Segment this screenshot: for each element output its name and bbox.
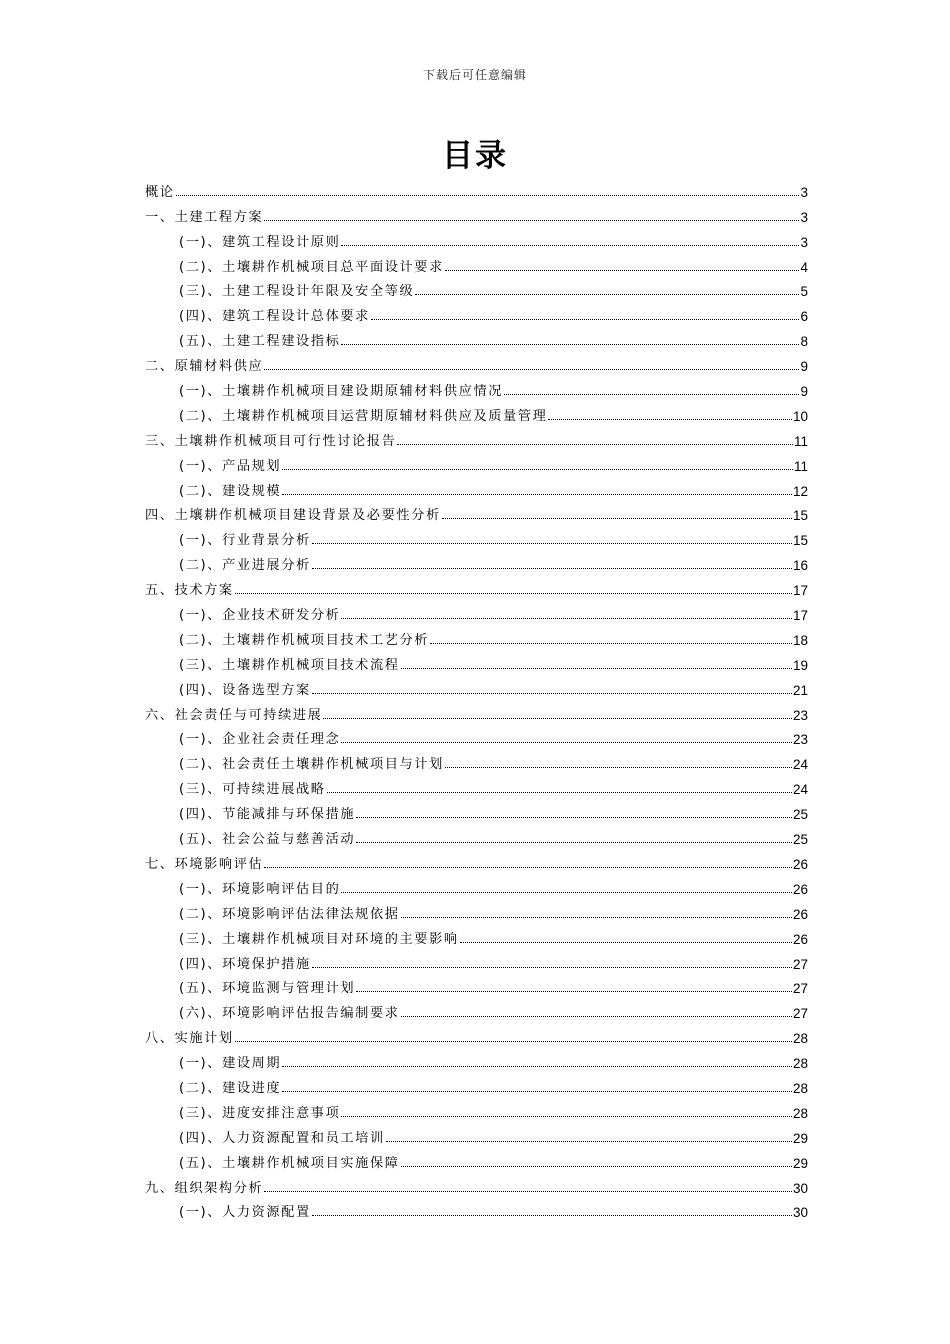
toc-subentry[interactable]	[145, 1046, 808, 1071]
toc-dot-leader	[264, 1191, 792, 1192]
toc-dot-leader	[445, 270, 800, 271]
toc-page-number: 29	[792, 1155, 808, 1171]
toc-dot-leader	[341, 344, 799, 345]
toc-dot-leader	[176, 195, 800, 196]
toc-entry-text: (一)、企业技术研发分析	[179, 608, 341, 624]
toc-dot-leader	[282, 494, 792, 495]
toc-dot-leader	[401, 917, 792, 918]
toc-entry[interactable]	[145, 1171, 808, 1196]
toc-entry[interactable]	[145, 349, 808, 374]
toc-page-number: 26	[792, 881, 808, 897]
toc-dot-leader	[341, 245, 799, 246]
toc-page-number: 26	[792, 931, 808, 947]
toc-subentry[interactable]	[145, 299, 808, 324]
toc-dot-leader	[356, 842, 792, 843]
toc-subentry[interactable]	[145, 822, 808, 847]
toc-entry-text: (四)、节能减排与环保措施	[179, 807, 356, 823]
toc-entry-text: (一)、产品规划	[179, 458, 282, 474]
toc-subentry[interactable]	[145, 474, 808, 499]
toc-page-number: 16	[792, 558, 808, 574]
toc-entry-text: (一)、环境影响评估目的	[179, 881, 341, 897]
toc-subentry[interactable]	[145, 947, 808, 972]
toc-page-number: 12	[792, 483, 808, 499]
toc-entry-text: (二)、产业进展分析	[179, 558, 311, 574]
toc-entry[interactable]	[145, 200, 808, 225]
toc-entry-text: (四)、人力资源配置和员工培训	[179, 1130, 385, 1146]
toc-entry-text: (二)、建设规模	[179, 483, 282, 499]
toc-page-number: 26	[792, 906, 808, 922]
toc-subentry[interactable]	[145, 872, 808, 897]
toc-entry-text: (一)、建筑工程设计原则	[179, 234, 341, 250]
toc-dot-leader	[312, 693, 792, 694]
page-header: 下载后可任意编辑	[422, 68, 527, 82]
toc-subentry[interactable]	[145, 1096, 808, 1121]
toc-page-number: 27	[792, 981, 808, 997]
toc-entry-text: (三)、可持续进展战略	[179, 782, 326, 798]
toc-entry-text: 五、技术方案	[145, 583, 234, 599]
toc-subentry[interactable]	[145, 797, 808, 822]
toc-dot-leader	[356, 991, 792, 992]
toc-page-number: 28	[792, 1056, 808, 1072]
toc-entry-text: (三)、土建工程设计年限及安全等级	[179, 284, 415, 300]
toc-subentry[interactable]	[145, 897, 808, 922]
toc-dot-leader	[235, 593, 792, 594]
toc-page-number: 23	[792, 732, 808, 748]
toc-entry-text: 二、原辅材料供应	[145, 359, 264, 375]
toc-page-number: 18	[792, 632, 808, 648]
toc-dot-leader	[397, 444, 793, 445]
toc-page-number: 28	[792, 1105, 808, 1121]
toc-entry[interactable]	[145, 175, 808, 200]
toc-entry[interactable]	[145, 847, 808, 872]
toc-entry-text: 三、土壤耕作机械项目可行性讨论报告	[145, 433, 397, 449]
toc-subentry[interactable]	[145, 922, 808, 947]
toc-page-number: 29	[792, 1130, 808, 1146]
toc-entry-text: 八、实施计划	[145, 1031, 234, 1047]
toc-page-number: 5	[800, 284, 808, 300]
toc-subentry[interactable]	[145, 648, 808, 673]
toc-entry-text: 四、土壤耕作机械项目建设背景及必要性分析	[145, 508, 441, 524]
toc-entry-text: (五)、社会公益与慈善活动	[179, 832, 356, 848]
toc-page-number: 19	[792, 657, 808, 673]
toc-entry[interactable]	[145, 1021, 808, 1046]
toc-page-number: 30	[792, 1205, 808, 1221]
toc-subentry[interactable]	[145, 1146, 808, 1171]
toc-subentry[interactable]	[145, 996, 808, 1021]
toc-dot-leader	[401, 1166, 792, 1167]
toc-entry-text: (四)、环境保护措施	[179, 956, 311, 972]
toc-entry-text: (二)、土壤耕作机械项目运营期原辅材料供应及质量管理	[179, 408, 548, 424]
toc-subentry[interactable]	[145, 250, 808, 275]
toc-dot-leader	[401, 1016, 792, 1017]
toc-dot-leader	[282, 1091, 792, 1092]
toc-subentry[interactable]	[145, 324, 808, 349]
toc-page-number: 24	[792, 757, 808, 773]
toc-entry-text: (六)、环境影响评估报告编制要求	[179, 1006, 400, 1022]
toc-entry-text: (二)、土壤耕作机械项目技术工艺分析	[179, 632, 430, 648]
toc-dot-leader	[356, 817, 792, 818]
toc-dot-leader	[341, 892, 792, 893]
toc-page-number: 17	[792, 583, 808, 599]
toc-entry-text: (二)、环境影响评估法律法规依据	[179, 906, 400, 922]
toc-page-number: 9	[800, 384, 808, 400]
toc-page-number: 10	[792, 408, 808, 424]
toc-subentry[interactable]	[145, 399, 808, 424]
toc-subentry[interactable]	[145, 225, 808, 250]
toc-dot-leader	[327, 792, 792, 793]
toc-dot-leader	[386, 1141, 792, 1142]
toc-page-number: 15	[792, 508, 808, 524]
toc-entry-text: (二)、土壤耕作机械项目总平面设计要求	[179, 259, 444, 275]
toc-page-number: 25	[792, 807, 808, 823]
toc-entry-text: (一)、建设周期	[179, 1056, 282, 1072]
toc-page-number: 9	[800, 359, 808, 375]
toc-page-number: 11	[793, 458, 808, 474]
toc-page-number: 23	[792, 707, 808, 723]
toc-entry-text: 概论	[145, 184, 175, 200]
toc-dot-leader	[312, 967, 792, 968]
toc-page-number: 6	[800, 309, 808, 325]
toc-dot-leader	[341, 1116, 792, 1117]
toc-entry[interactable]	[145, 698, 808, 723]
toc-dot-leader	[264, 220, 799, 221]
toc-dot-leader	[341, 618, 792, 619]
toc-entry-text: (四)、设备选型方案	[179, 682, 311, 698]
toc-dot-leader	[504, 394, 799, 395]
toc-page-number: 25	[792, 832, 808, 848]
toc-dot-leader	[430, 643, 792, 644]
toc-dot-leader	[341, 742, 792, 743]
toc-dot-leader	[371, 319, 800, 320]
toc-page-number: 8	[800, 334, 808, 350]
toc-dot-leader	[445, 767, 792, 768]
toc-entry-text: (五)、环境监测与管理计划	[179, 981, 356, 997]
toc-subentry[interactable]	[145, 374, 808, 399]
toc-dot-leader	[312, 568, 792, 569]
toc-page-number: 27	[792, 1006, 808, 1022]
toc-subentry[interactable]	[145, 972, 808, 997]
toc-subentry[interactable]	[145, 623, 808, 648]
toc-subentry[interactable]	[145, 747, 808, 772]
toc-dot-leader	[401, 668, 792, 669]
toc-entry-text: 一、土建工程方案	[145, 209, 264, 225]
toc-subentry[interactable]	[145, 275, 808, 300]
toc-page-number: 4	[800, 259, 808, 275]
toc-entry-text: 七、环境影响评估	[145, 856, 264, 872]
toc-page-number: 17	[792, 608, 808, 624]
toc-dot-leader	[460, 942, 792, 943]
toc-entry-text: (一)、企业社会责任理念	[179, 732, 341, 748]
toc-entry-text: (四)、建筑工程设计总体要求	[179, 309, 370, 325]
toc-entry-text: (三)、进度安排注意事项	[179, 1105, 341, 1121]
toc-entry-text: (五)、土壤耕作机械项目实施保障	[179, 1155, 400, 1171]
toc-page-number: 15	[792, 533, 808, 549]
toc-entry-text: (二)、建设进度	[179, 1080, 282, 1096]
toc-dot-leader	[282, 1066, 792, 1067]
toc-entry-text: (五)、土建工程建设指标	[179, 334, 341, 350]
toc-entry[interactable]	[145, 499, 808, 524]
toc-dot-leader	[312, 1215, 792, 1216]
toc-page-number: 30	[792, 1180, 808, 1196]
page-title: 目录	[442, 138, 508, 174]
toc-dot-leader	[264, 369, 799, 370]
toc-dot-leader	[548, 419, 792, 420]
toc-subentry[interactable]	[145, 673, 808, 698]
toc-dot-leader	[235, 1041, 792, 1042]
toc-dot-leader	[282, 469, 793, 470]
toc-subentry[interactable]	[145, 548, 808, 573]
toc-entry[interactable]	[145, 573, 808, 598]
toc-dot-leader	[415, 294, 799, 295]
toc-subentry[interactable]	[145, 723, 808, 748]
toc-entry-text: (一)、行业背景分析	[179, 533, 311, 549]
toc-page-number: 21	[792, 682, 808, 698]
toc-page-number: 11	[793, 433, 808, 449]
toc-page-number: 24	[792, 782, 808, 798]
toc-subentry[interactable]	[145, 449, 808, 474]
toc-subentry[interactable]	[145, 1121, 808, 1146]
toc-entry-text: 九、组织架构分析	[145, 1180, 264, 1196]
toc-entry-text: (三)、土壤耕作机械项目技术流程	[179, 657, 400, 673]
toc-entry-text: (三)、土壤耕作机械项目对环境的主要影响	[179, 931, 459, 947]
toc-entry-text: (一)、人力资源配置	[179, 1205, 311, 1221]
toc-page-number: 3	[800, 209, 808, 225]
toc-entry-text: (二)、社会责任土壤耕作机械项目与计划	[179, 757, 444, 773]
toc-entry[interactable]	[145, 424, 808, 449]
toc-dot-leader	[312, 543, 792, 544]
toc-entry-text: 六、社会责任与可持续进展	[145, 707, 323, 723]
table-of-contents	[145, 175, 808, 1220]
toc-page-number: 26	[792, 856, 808, 872]
toc-subentry[interactable]	[145, 1071, 808, 1096]
toc-page-number: 28	[792, 1031, 808, 1047]
toc-subentry[interactable]	[145, 598, 808, 623]
toc-page-number: 28	[792, 1080, 808, 1096]
toc-page-number: 27	[792, 956, 808, 972]
toc-dot-leader	[442, 518, 792, 519]
toc-page-number: 3	[800, 184, 808, 200]
toc-entry-text: (一)、土壤耕作机械项目建设期原辅材料供应情况	[179, 384, 504, 400]
toc-subentry[interactable]	[145, 772, 808, 797]
toc-subentry[interactable]	[145, 523, 808, 548]
toc-dot-leader	[264, 867, 792, 868]
toc-page-number: 3	[800, 234, 808, 250]
toc-subentry[interactable]	[145, 1196, 808, 1221]
toc-dot-leader	[323, 718, 792, 719]
